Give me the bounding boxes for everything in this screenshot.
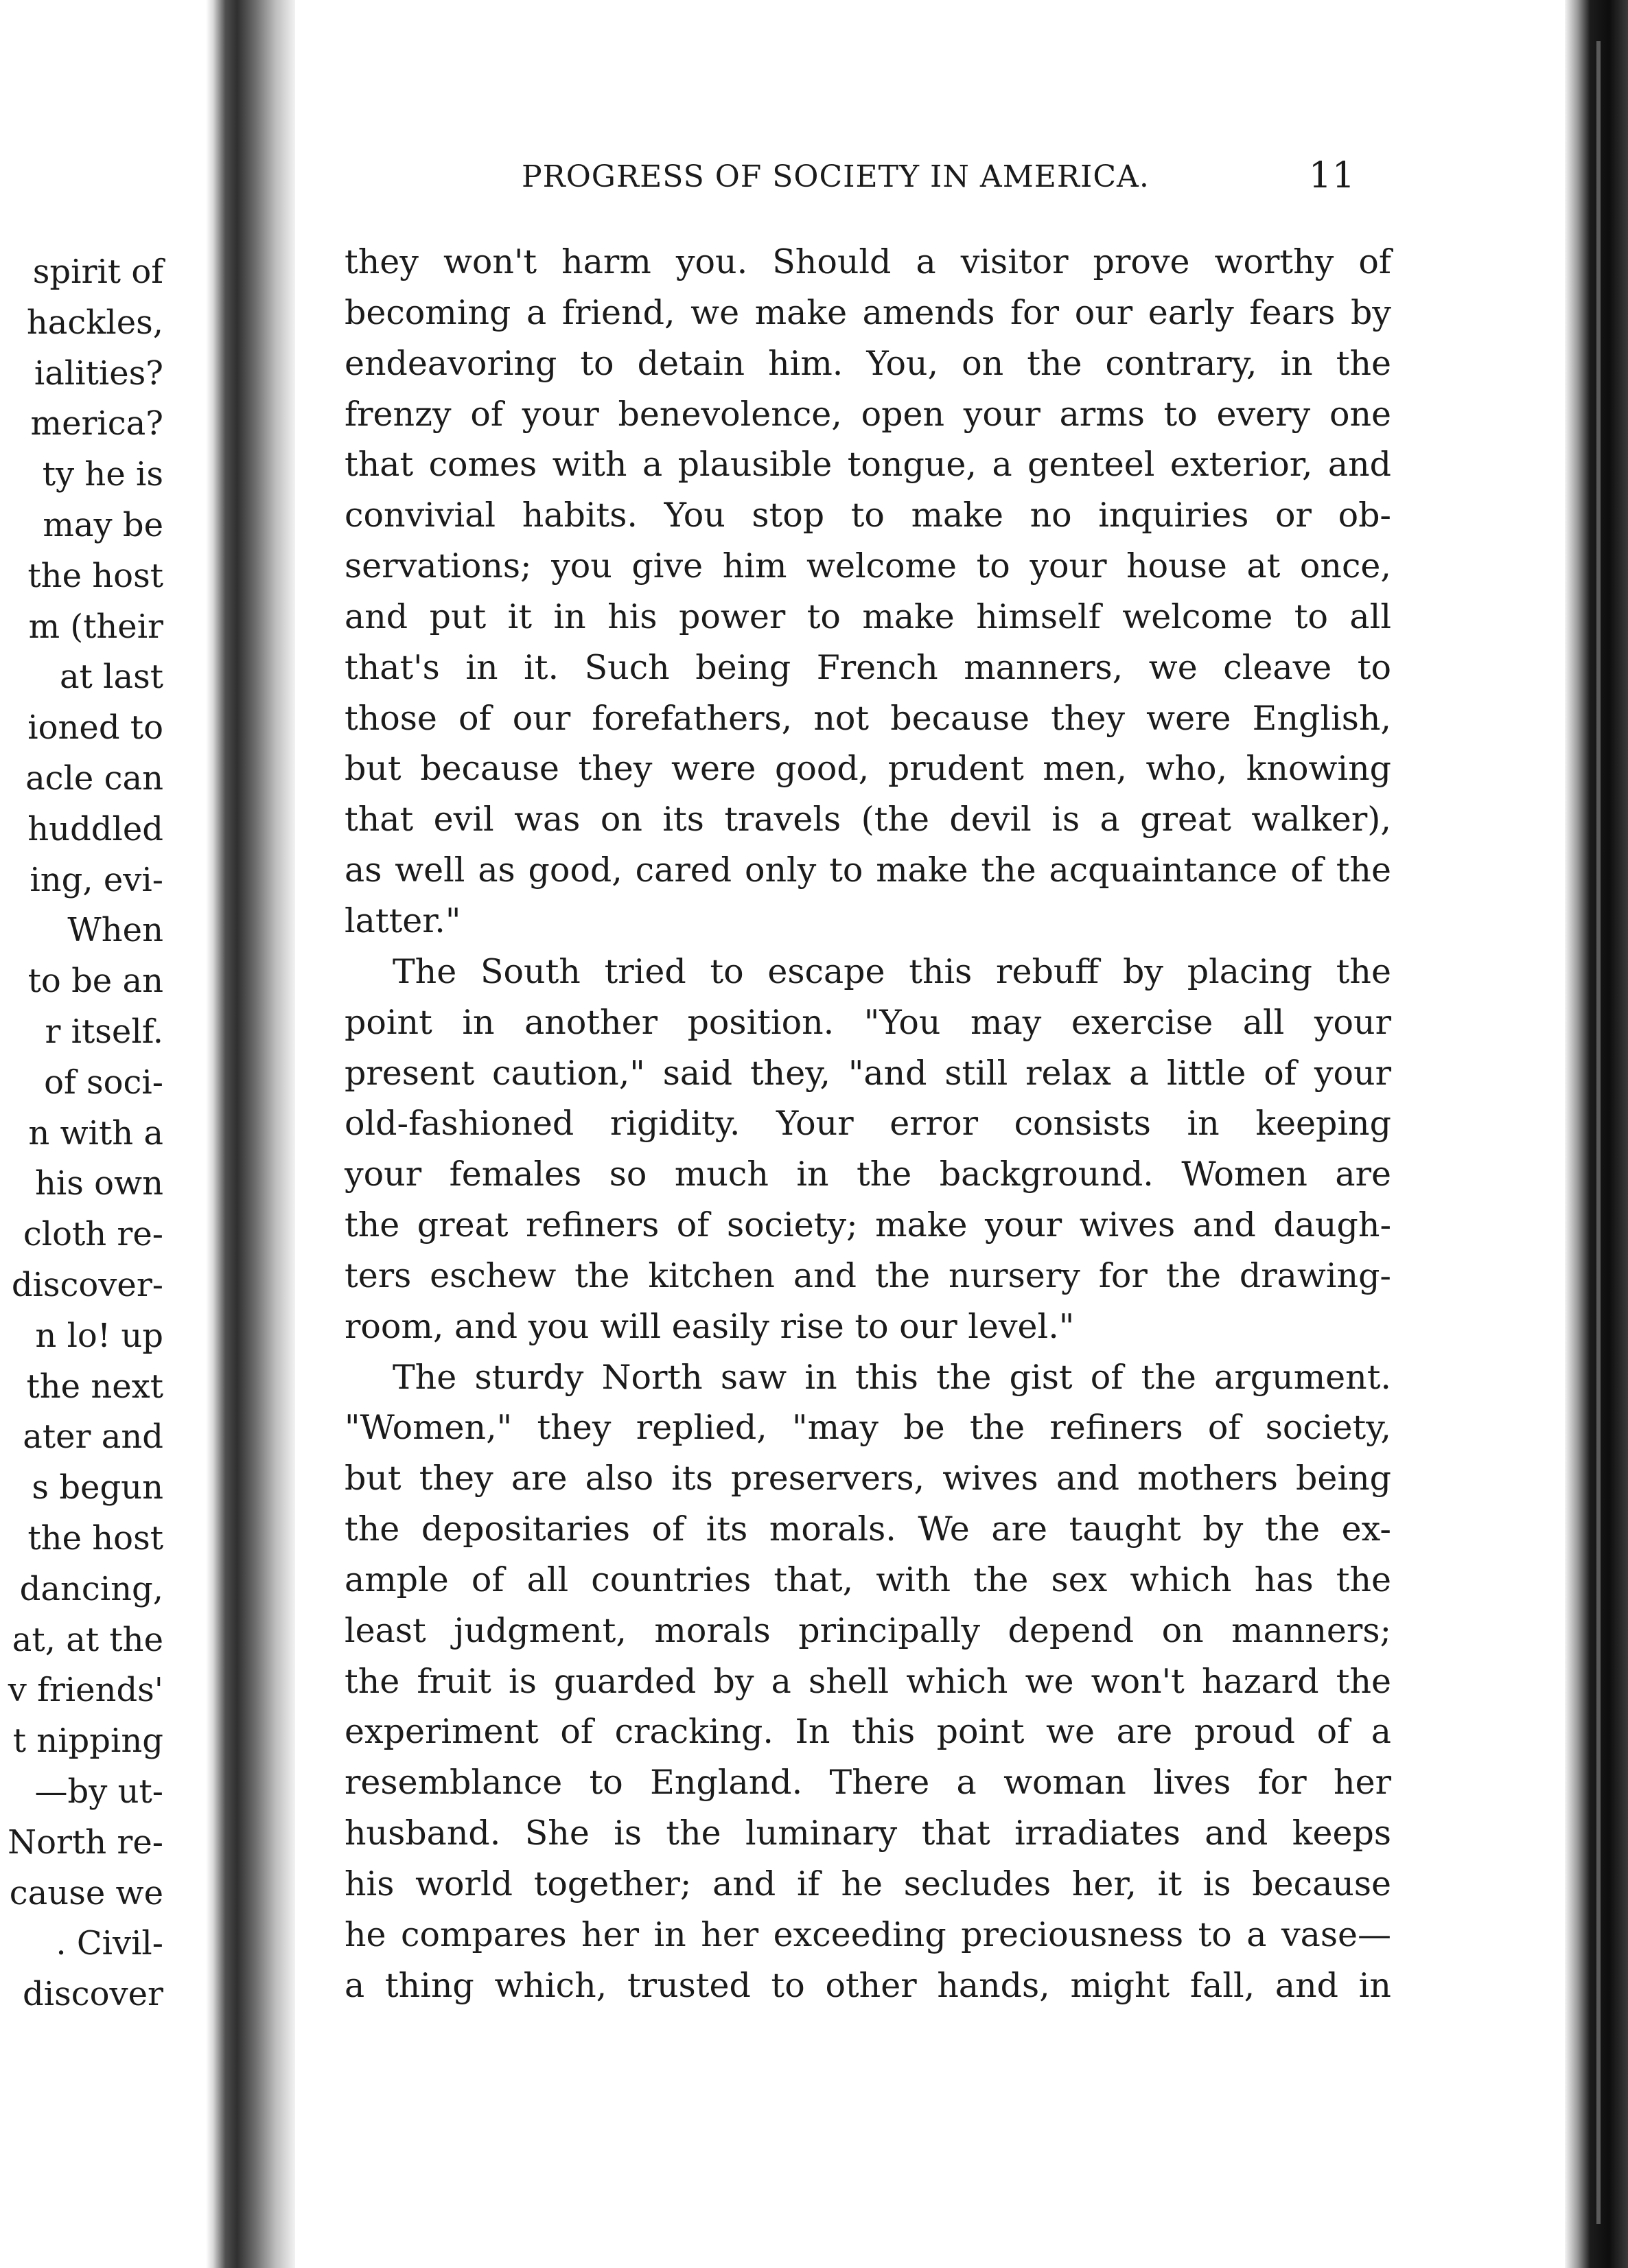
left-line: huddled xyxy=(27,809,163,848)
left-line: hackles, xyxy=(26,303,163,342)
text-line: "Women," they replied, "may be the refiners of society, xyxy=(345,1408,1391,1448)
left-line: at, at the xyxy=(12,1620,163,1659)
paragraph-start: The South tried to escape this rebuff by placing the xyxy=(393,951,1391,991)
left-line: v friends' xyxy=(8,1671,163,1710)
left-line: North re- xyxy=(8,1822,163,1862)
left-line: may be xyxy=(43,505,163,544)
text-line: endeavoring to detain him. You, on the contrary, in the xyxy=(345,343,1391,383)
text-line: that's in it. Such being French manners, we cleave to xyxy=(345,647,1391,687)
left-line: cause we xyxy=(9,1873,163,1912)
left-line: discover- xyxy=(11,1265,163,1304)
text-line: a thing which, trusted to other hands, might fall, and in xyxy=(345,1965,1391,2005)
cover-edge-streak xyxy=(1596,41,1601,2224)
left-line: ioned to xyxy=(27,708,163,748)
text-line: present caution," said they, "and still relax a little of your xyxy=(345,1053,1391,1093)
left-line: . Civil- xyxy=(56,1924,163,1963)
left-line: merica? xyxy=(30,404,163,443)
text-line: the depositaries of its morals. We are taught by the ex- xyxy=(345,1509,1391,1549)
left-line: When xyxy=(67,911,163,950)
left-line: ing, evi- xyxy=(30,860,163,899)
text-line: servations; you give him welcome to your house at once, xyxy=(345,546,1391,586)
text-line: latter." xyxy=(345,901,461,940)
text-line: convivial habits. You stop to make no inquiries or ob- xyxy=(345,496,1391,535)
left-line: the next xyxy=(26,1367,163,1406)
text-line: husband. She is the luminary that irradiates and keeps xyxy=(345,1814,1391,1853)
book-gutter-shadow xyxy=(206,0,295,2268)
text-line: they won't harm you. Should a visitor prove worthy of xyxy=(345,242,1391,281)
text-line: least judgment, morals principally depend on manners; xyxy=(345,1610,1391,1650)
left-line: dancing, xyxy=(19,1569,163,1608)
text-line: those of our forefathers, not because they were English, xyxy=(345,698,1391,738)
text-line: frenzy of your benevolence, open your arms to every one xyxy=(345,394,1391,434)
text-line: experiment of cracking. In this point we are proud of a xyxy=(345,1712,1391,1752)
text-line: becoming a friend, we make amends for our early fears by xyxy=(345,292,1391,332)
left-line: the host xyxy=(27,1518,163,1558)
book-cover-edge xyxy=(1565,0,1628,2268)
text-line: the fruit is guarded by a shell which we won't hazard the xyxy=(345,1661,1391,1701)
text-line: his world together; and if he secludes her, it is because xyxy=(345,1864,1391,1903)
left-line: s begun xyxy=(32,1468,163,1507)
left-line: cloth re- xyxy=(23,1215,163,1254)
text-line: ters eschew the kitchen and the nursery for the drawing- xyxy=(345,1256,1391,1295)
text-line: that comes with a plausible tongue, a genteel exterior, and xyxy=(345,445,1391,485)
text-line: but because they were good, prudent men, who, knowing xyxy=(345,749,1391,789)
paragraph-start: The sturdy North saw in this the gist of the argument. xyxy=(393,1357,1391,1397)
text-line: room, and you will easily rise to our level." xyxy=(345,1306,1075,1346)
text-line: he compares her in her exceeding preciousness to a vase— xyxy=(345,1914,1391,1954)
left-line: discover xyxy=(23,1975,163,2014)
left-line: to be an xyxy=(27,962,163,1001)
body-text xyxy=(345,237,1391,2011)
text-line: your females so much in the background. Women are xyxy=(345,1155,1391,1194)
left-line: at last xyxy=(59,658,163,697)
left-facing-page xyxy=(0,0,206,2268)
left-line: n lo! up xyxy=(35,1316,163,1355)
left-line: ater and xyxy=(23,1418,163,1457)
left-line: —by ut- xyxy=(34,1772,163,1811)
left-line: r itself. xyxy=(45,1012,163,1051)
text-line: old-fashioned rigidity. Your error consists in keeping xyxy=(345,1104,1391,1144)
page-number: 11 xyxy=(1308,155,1356,196)
left-page-text xyxy=(8,247,163,2020)
left-line: ialities? xyxy=(34,354,163,393)
left-line: ty he is xyxy=(42,455,163,494)
text-line: point in another position. "You may exercise all your xyxy=(345,1002,1391,1042)
left-line: of soci- xyxy=(44,1063,163,1102)
text-line: as well as good, cared only to make the acquaintance of the xyxy=(345,850,1391,890)
running-head xyxy=(244,155,1376,207)
left-line: n with a xyxy=(28,1113,163,1153)
text-line: the great refiners of society; make your wives and daugh- xyxy=(345,1205,1391,1245)
left-line: spirit of xyxy=(32,253,163,291)
left-line: the host xyxy=(27,556,163,595)
text-line: but they are also its preservers, wives and mothers being xyxy=(345,1459,1391,1498)
left-line: m (their xyxy=(28,607,163,646)
left-line: t nipping xyxy=(12,1722,163,1761)
text-line: that evil was on its travels (the devil is a great walker), xyxy=(345,800,1391,840)
text-line: and put it in his power to make himself welcome to all xyxy=(345,597,1391,636)
text-line: ample of all countries that, with the sex which has the xyxy=(345,1560,1391,1599)
running-head-title: PROGRESS OF SOCIETY IN AMERICA. xyxy=(522,159,1150,194)
left-line: his own xyxy=(34,1164,163,1203)
left-line: acle can xyxy=(25,759,163,798)
text-line: resemblance to England. There a woman lives for her xyxy=(345,1763,1391,1803)
